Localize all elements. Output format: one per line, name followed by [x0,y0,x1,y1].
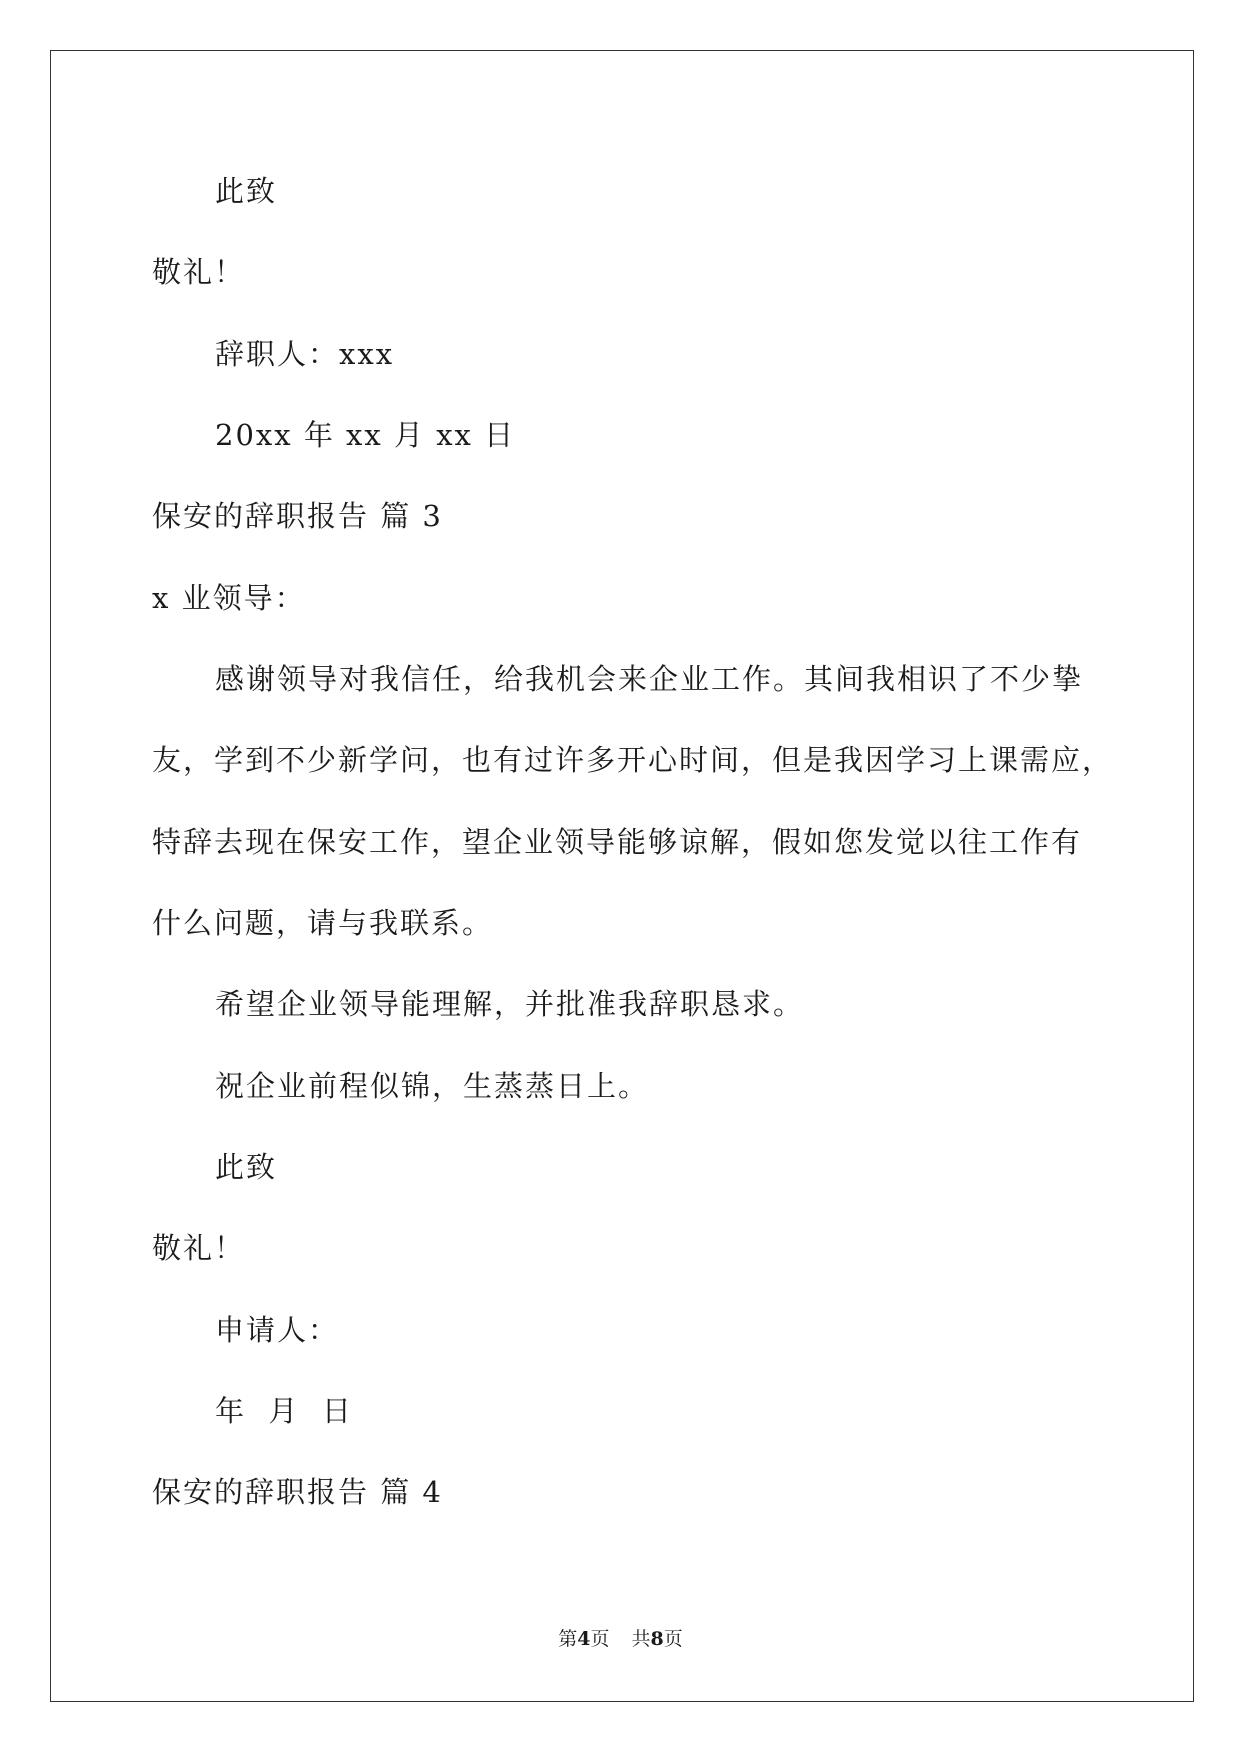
section-heading-3: 保安的辞职报告 篇 3 [152,499,443,533]
date-line-2: 年 月 日 [215,1394,353,1428]
body-paragraph-line-2: 友，学到不少新学问，也有过许多开心时间，但是我因学习上课需应， [152,743,1114,777]
body-paragraph-line-1: 感谢领导对我信任，给我机会来企业工作。其间我相识了不少挚 [215,662,1084,696]
closing-salutation-2: 此致 [215,1150,278,1184]
applicant-signature: 申请人： [215,1313,340,1347]
resigner-signature: 辞职人：xxx [215,337,395,371]
footer-total-suffix: 页 [663,1628,683,1650]
body-hope-line: 希望企业领导能理解，并批准我辞职恳求。 [215,987,805,1021]
footer-prefix: 第 [558,1628,578,1650]
body-paragraph-line-4: 什么问题，请与我联系。 [152,906,494,940]
regards-1: 敬礼！ [152,255,246,289]
closing-salutation-1: 此致 [215,174,278,208]
body-paragraph-line-3: 特辞去现在保安工作，望企业领导能够谅解，假如您发觉以往工作有 [152,825,1083,859]
footer-current-page: 4 [577,1628,591,1650]
footer-total-prefix: 共 [631,1628,651,1650]
section-heading-4: 保安的辞职报告 篇 4 [152,1475,443,1509]
body-wish-line: 祝企业前程似锦，生蒸蒸日上。 [215,1069,650,1103]
regards-2: 敬礼！ [152,1231,246,1265]
page-border [50,50,1194,1702]
footer-total-pages: 8 [650,1628,664,1650]
letter-addressee: x 业领导： [152,581,306,615]
date-line-1: 20xx 年 xx 月 xx 日 [215,418,516,452]
page-footer [0,1627,1241,1651]
footer-page-suffix: 页 [590,1628,610,1650]
